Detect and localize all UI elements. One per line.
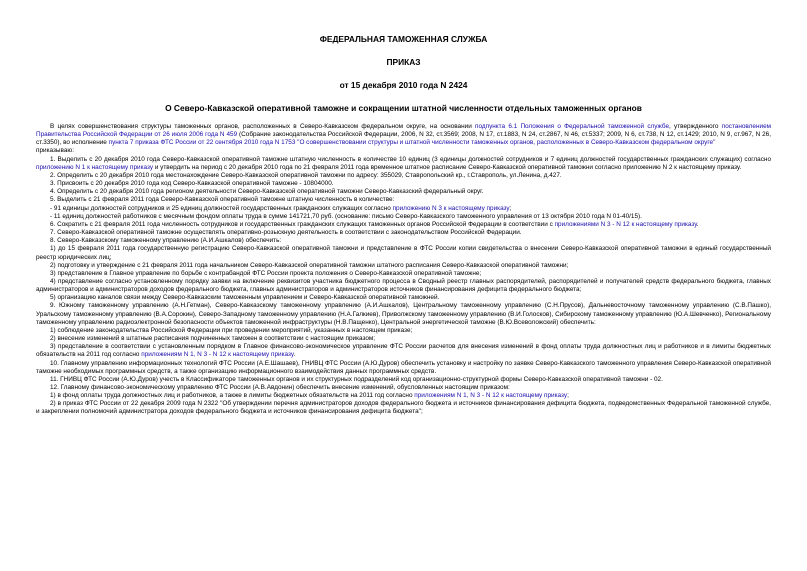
text: . (293, 351, 296, 359)
document-title: О Северо-Кавказской оперативной таможне и сокращении штатной численности отдельных таможенных органов (165, 103, 642, 113)
text: 1) в фонд оплаты труда должностных лиц и работников, а также в лимиты бюджетных обязательств на 2011 год согласно (50, 392, 415, 400)
document-date-number: от 15 декабря 2010 года N 2424 (339, 80, 468, 90)
intro-paragraph (36, 123, 771, 147)
text: . (696, 220, 699, 228)
link-appendices-1-3-12-b[interactable]: приложениям N 1, N 3 - N 12 к настоящему приказу (414, 392, 568, 400)
text: - 91 единицы должностей сотрудников и 25 единиц должностей государственных гражданских служащих согласно (50, 204, 393, 212)
link-appendix-3[interactable]: приложению N 3 к настоящему приказу (392, 204, 510, 212)
text: В целях совершенствования структуры таможенных органов, расположенных в Северо-Кавказском федеральном округе, на основании (50, 123, 476, 130)
paragraph-5a (36, 205, 771, 213)
paragraph-8-3: 3) представление в Главное управление по борьбе с контрабандой ФТС России проекта положения о Северо-Кавказской оперативной таможне; (50, 269, 482, 277)
paragraph-9-1: 1) соблюдение законодательства Российской Федерации при проведении мероприятий, указанных в настоящем приказе; (50, 326, 413, 334)
paragraph-7: 7. Северо-Кавказской оперативной таможне осуществлять оперативно-розыскную деятельность в соответствии с законодательством Российской Федерации. (50, 229, 522, 237)
paragraph-11: 11. ГНИВЦ ФТС России (А.Ю.Дуров) учесть в Классификаторе таможенных органов и их структурных подразделений код организационно-структурной формы Северо-Кавказской оперативной таможни - 02. (50, 375, 663, 383)
link-appendix-1[interactable]: приложению N 1 к настоящему приказу (36, 163, 154, 171)
text: и утвердить на период с 20 декабря 2010 года по 21 февраля 2011 года временное штатное расписание Северо-Кавказской оперативной таможни согласно приложению N 2 к настоящему приказу. (153, 163, 742, 171)
link-appendices-3-12[interactable]: приложениями N 3 - N 12 к настоящему приказу (554, 220, 697, 228)
paragraph-4: 4. Определить с 20 декабря 2010 года регионом деятельности Северо-Кавказской оперативной таможни Северо-Кавказский федеральный округ. (50, 188, 484, 196)
link-government-decree-459[interactable]: постановлением Правительства Российской Федерации от 26 июля 2006 года N 459 (36, 123, 772, 139)
text: 3) представление в соответствии с установленным порядком в Главное финансово-экономическое управление ФТС России расчетов для внесения изменений в фонд оплаты труда должностных лиц и работников и в лимиты бюджетных обязательств на 2011 год согласно (36, 343, 771, 359)
document-page (36, 34, 771, 417)
paragraph-8: 8. Северо-Кавказскому таможенному управлению (А.И.Ашкалов) обеспечить: (50, 237, 282, 245)
document-body (36, 123, 771, 417)
text: 1. Выделить с 20 декабря 2010 года Северо-Кавказской оперативной таможне штатную численность в количестве 10 единиц (3 единицы должностей сотрудников и 7 единиц должностей государственных гражданских служащих) согласно (50, 155, 771, 163)
text: ; (509, 204, 512, 212)
link-order-1753[interactable]: пункта 7 приказа ФТС России от 22 сентября 2010 года N 1753 "О совершенствовании структуры и штатной численности таможенных органов, расположенных в Северо-Кавказском федеральном округе" (108, 139, 716, 147)
paragraph-1 (36, 156, 771, 172)
paragraph-10: 10. Главному управлению информационных технологий ФТС России (А.Е.Шашаев), ГНИВЦ ФТС России (А.Ю.Дуров) обеспечить установку и настройку по заявке Северо-Кавказского таможенного управления Северо-Кавказской оперативной таможне необходимых программных средств, а также организацию информационного взаимодействия данных программных средств. (36, 359, 771, 375)
paragraph-2: 2. Определить с 20 декабря 2010 года местонахождение Северо-Кавказской оперативной таможни по адресу: 355029, Ставропольский кр., г.Ставрополь, ул.Ленина, д.427. (50, 171, 562, 179)
paragraph-8-4: 4) представление согласно установленному порядку заявки на включение реквизитов участника бюджетного процесса в Сводный реестр главных распорядителей, распорядителей и получателей средств федерального бюджета, главных администраторов и администраторов доходов федерального бюджета, главных администраторов и администраторов источников финансирования дефицита федерального бюджета; (36, 277, 771, 294)
link-appendices-1-3-12[interactable]: приложениям N 1, N 3 - N 12 к настоящему приказу (141, 351, 294, 359)
document-type: ПРИКАЗ (386, 57, 421, 67)
text: , утвержденного (669, 123, 722, 130)
paragraph-12: 12. Главному финансово-экономическому управлению ФТС России (А.В.Авдонин) обеспечить внесение изменений, обусловленных настоящим приказом: (50, 384, 510, 391)
link-regulation-fts[interactable]: подпункта 6.1 Положения о Федеральной таможенной службе (475, 123, 669, 130)
paragraph-8-2: 2) подготовку и утверждение с 21 февраля 2011 года начальником Северо-Кавказской оперативной таможни штатного расписания Северо-Кавказской оперативной таможни; (50, 261, 569, 269)
paragraph-12-2: 2) в приказ ФТС России от 22 декабря 2009 года N 2322 "Об утверждении перечня администраторов доходов федерального бюджета и источников финансирования дефицита бюджета, подведомственных Федеральной таможенной службе, и закреплении полномочий администратора доходов федерального бюджета и источников финансирования дефицита бюджета"; (36, 400, 771, 416)
paragraph-9-3 (36, 343, 771, 359)
paragraph-8-1: 1) до 15 февраля 2011 года государственную регистрацию Северо-Кавказской оперативной таможни и представление в ФТС России копии свидетельства о внесении Северо-Кавказской оперативной таможни в единый государственный реестр юридических лиц; (36, 245, 771, 261)
paragraph-6 (36, 221, 771, 229)
text: (Собрание законодательства Российской Федерации, 2006, N 32, ст.3569; 2008, N 17, ст.1883, N 24, ст.2867, N 46, ст.5337; 2009, N 6, ст.738, N 12, ст.1429; 2010, N 9, ст.967, N 26, ст.3350), во исполнение (36, 131, 771, 147)
paragraph-3: 3. Присвоить с 20 декабря 2010 года код Северо-Кавказской оперативной таможне - 10804000. (50, 180, 334, 188)
paragraph-5: 5. Выделить с 21 февраля 2011 года Северо-Кавказской оперативной таможне штатную численность в количестве: (50, 196, 395, 204)
agency-name: ФЕДЕРАЛЬНАЯ ТАМОЖЕННАЯ СЛУЖБА (319, 34, 488, 44)
paragraph-5b: - 11 единиц должностей работников с месячным фондом оплаты труда в сумме 141721,70 руб. (основание: письмо Северо-Кавказского таможенного управления от 13 октября 2010 года N 01-40/15). (50, 212, 642, 220)
paragraph-9: 9. Южному таможенному управлению (А.Н.Гетман), Северо-Кавказскому таможенному управлению (А.И.Ашкалов), Центральному таможенному управлению (С.Н.Прусов), Дальневосточному таможенному управлению (С.В.Пашко), Уральскому таможенному управлению (В.А.Сорокин), Северо-Западному таможенному управлению (Н.А.Галкиев), Приволжскому таможенному управлению (В.И.Голосков), Сибирскому таможенному управлению (Ю.А.Шевченко), Региональному таможенному управлению радиоэлектронной безопасности объектов таможенной инфраструктуры (Н.В.Пащенко), Центральной энергетической таможне (В.Ю.Всеволожский) обеспечить: (36, 302, 771, 326)
prikazyvayu: приказываю: (36, 147, 74, 155)
text: 6. Сократить с 21 февраля 2011 года численность сотрудников и государственных гражданских служащих таможенных органов Российской Федерации в соответствии с (50, 220, 555, 228)
paragraph-8-5: 5) организацию каналов связи между Северо-Кавказским таможенным управлением и Северо-Кавказской оперативной таможней. (50, 294, 440, 302)
paragraph-9-2: 2) внесение изменений в штатные расписания подчиненных таможен в соответствии с настоящим приказом; (50, 335, 376, 343)
text: ; (567, 392, 569, 400)
